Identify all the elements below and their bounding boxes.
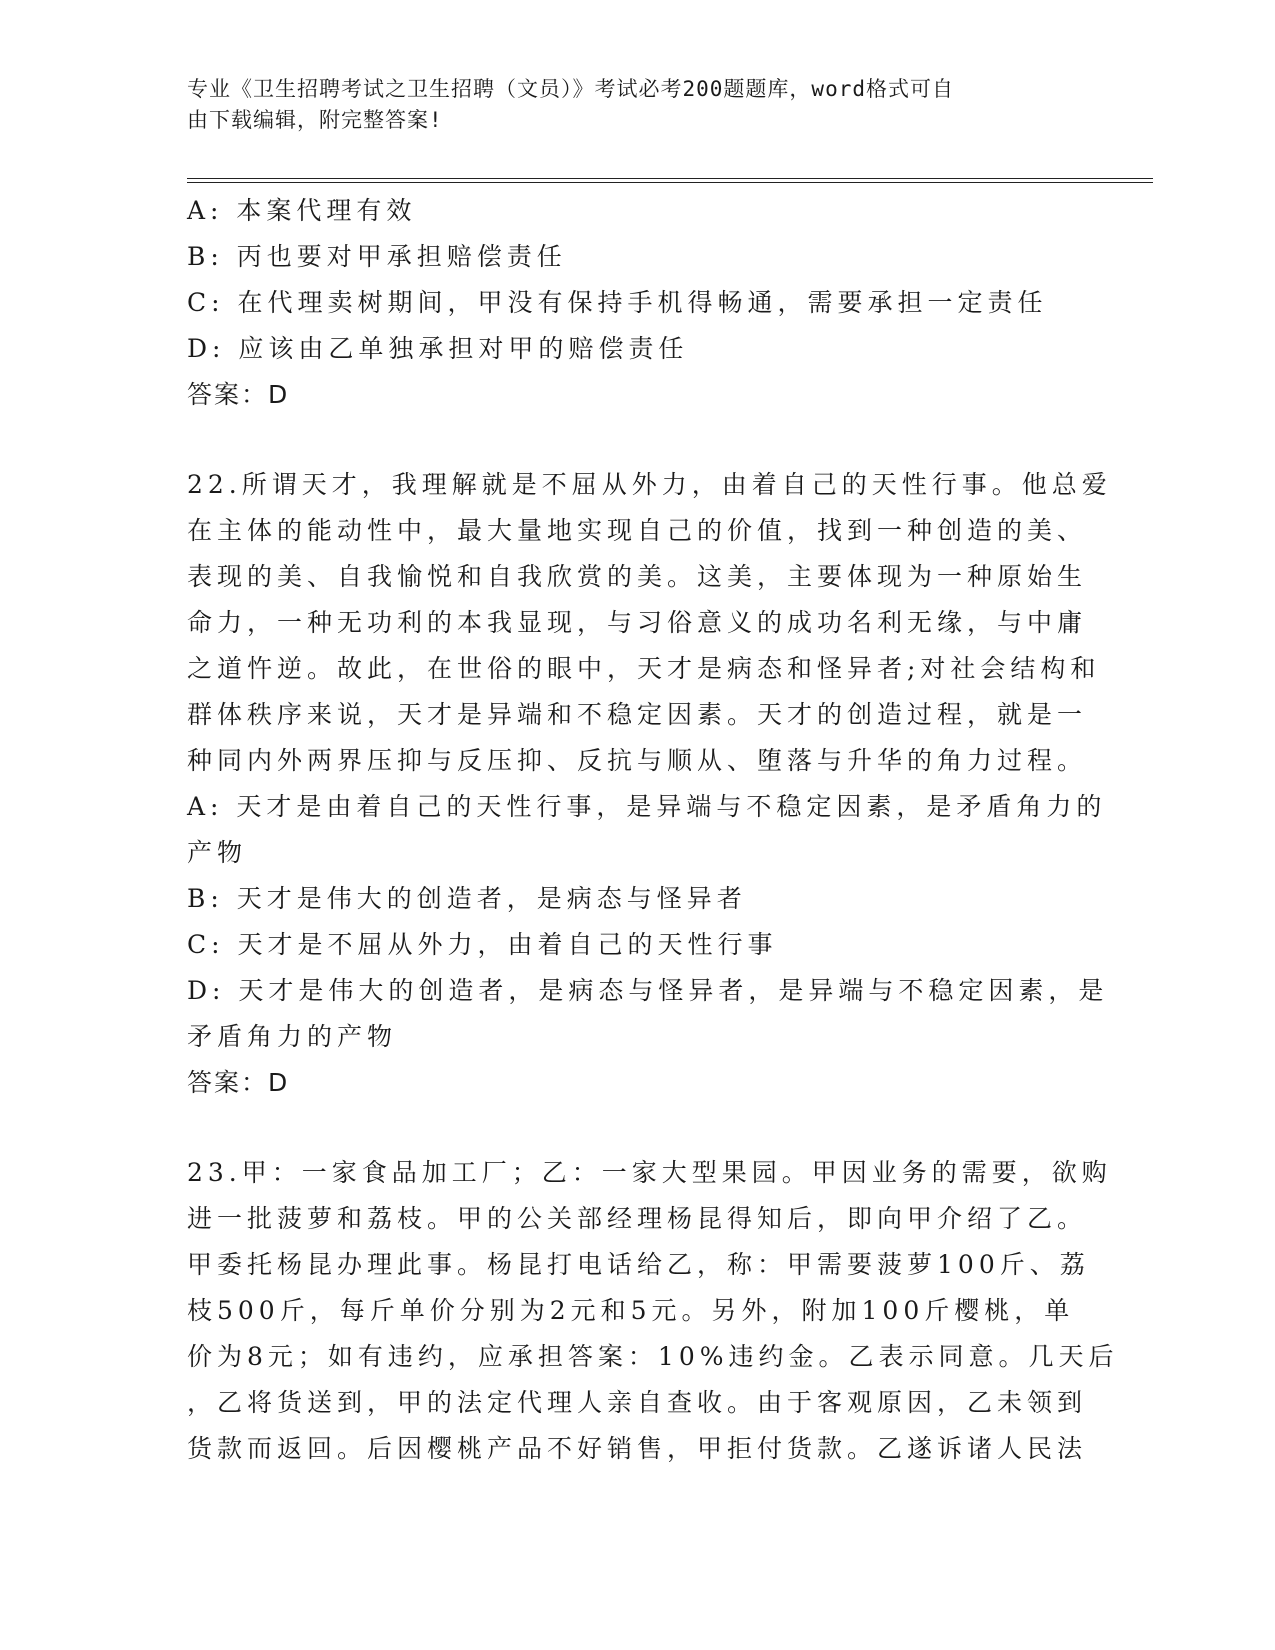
option-b: B: 丙也要对甲承担赔偿责任 — [187, 242, 567, 271]
answer-line: 答案：D — [187, 1068, 290, 1097]
question-stem-line: ，乙将货送到，甲的法定代理人亲自查收。由于客观原因，乙未领到 — [187, 1388, 1088, 1417]
spacer — [187, 418, 1087, 462]
option-c: C: 在代理卖树期间，甲没有保持手机得畅通，需要承担一定责任 — [187, 288, 1048, 317]
option-b: B: 天才是伟大的创造者，是病态与怪异者 — [187, 884, 747, 913]
header-divider-top — [187, 178, 1153, 179]
option-d: D: 应该由乙单独承担对甲的赔偿责任 — [187, 334, 689, 363]
option-a-continued: 产物 — [187, 838, 248, 867]
question-stem-line: 命力，一种无功利的本我显现，与习俗意义的成功名利无缘，与中庸 — [187, 608, 1088, 637]
question-stem-line: 之道忤逆。故此，在世俗的眼中，天才是病态和怪异者;对社会结构和 — [187, 654, 1101, 683]
question-23 — [187, 1150, 1119, 1472]
question-stem-line: 群体秩序来说，天才是异端和不稳定因素。天才的创造过程，就是一 — [187, 700, 1088, 729]
option-c: C: 天才是不屈从外力，由着自己的天性行事 — [187, 930, 778, 959]
question-stem-line: 表现的美、自我愉悦和自我欣赏的美。这美，主要体现为一种原始生 — [187, 562, 1088, 591]
question-stem-line: 种同内外两界压抑与反压抑、反抗与顺从、堕落与升华的角力过程。 — [187, 746, 1088, 775]
header-divider-bottom — [187, 182, 1153, 183]
question-stem-line: 价为8元；如有违约，应承担答案：10%违约金。乙表示同意。几天后 — [187, 1342, 1119, 1371]
option-d-continued: 矛盾角力的产物 — [187, 1022, 398, 1051]
question-stem-line: 进一批菠萝和荔枝。甲的公关部经理杨昆得知后，即向甲介绍了乙。 — [187, 1204, 1088, 1233]
question-21-options — [187, 188, 1087, 418]
question-stem-line: 23.甲：一家食品加工厂；乙：一家大型果园。甲因业务的需要，欲购 — [187, 1158, 1112, 1187]
document-header — [187, 74, 1067, 136]
question-stem-line: 甲委托杨昆办理此事。杨昆打电话给乙，称：甲需要菠萝100斤、荔 — [187, 1250, 1090, 1279]
question-22 — [187, 462, 1112, 1106]
document-body — [187, 188, 1119, 1472]
answer-line: 答案：D — [187, 380, 290, 409]
question-stem-line: 在主体的能动性中，最大量地实现自己的价值，找到一种创造的美、 — [187, 516, 1088, 545]
spacer — [187, 1106, 1087, 1150]
option-a: A: 本案代理有效 — [187, 196, 417, 225]
header-line-1: 专业《卫生招聘考试之卫生招聘（文员）》考试必考200题题库，word格式可自 — [187, 77, 954, 101]
option-a: A: 天才是由着自己的天性行事，是异端与不稳定因素，是矛盾角力的 — [187, 792, 1107, 821]
header-line-2: 由下载编辑，附完整答案! — [187, 108, 443, 132]
question-stem-line: 22.所谓天才，我理解就是不屈从外力，由着自己的天性行事。他总爱 — [187, 470, 1112, 499]
option-d: D: 天才是伟大的创造者，是病态与怪异者，是异端与不稳定因素，是 — [187, 976, 1109, 1005]
question-stem-line: 枝500斤，每斤单价分别为2元和5元。另外，附加100斤樱桃，单 — [187, 1296, 1075, 1325]
question-stem-line: 货款而返回。后因樱桃产品不好销售，甲拒付货款。乙遂诉诸人民法 — [187, 1434, 1088, 1463]
